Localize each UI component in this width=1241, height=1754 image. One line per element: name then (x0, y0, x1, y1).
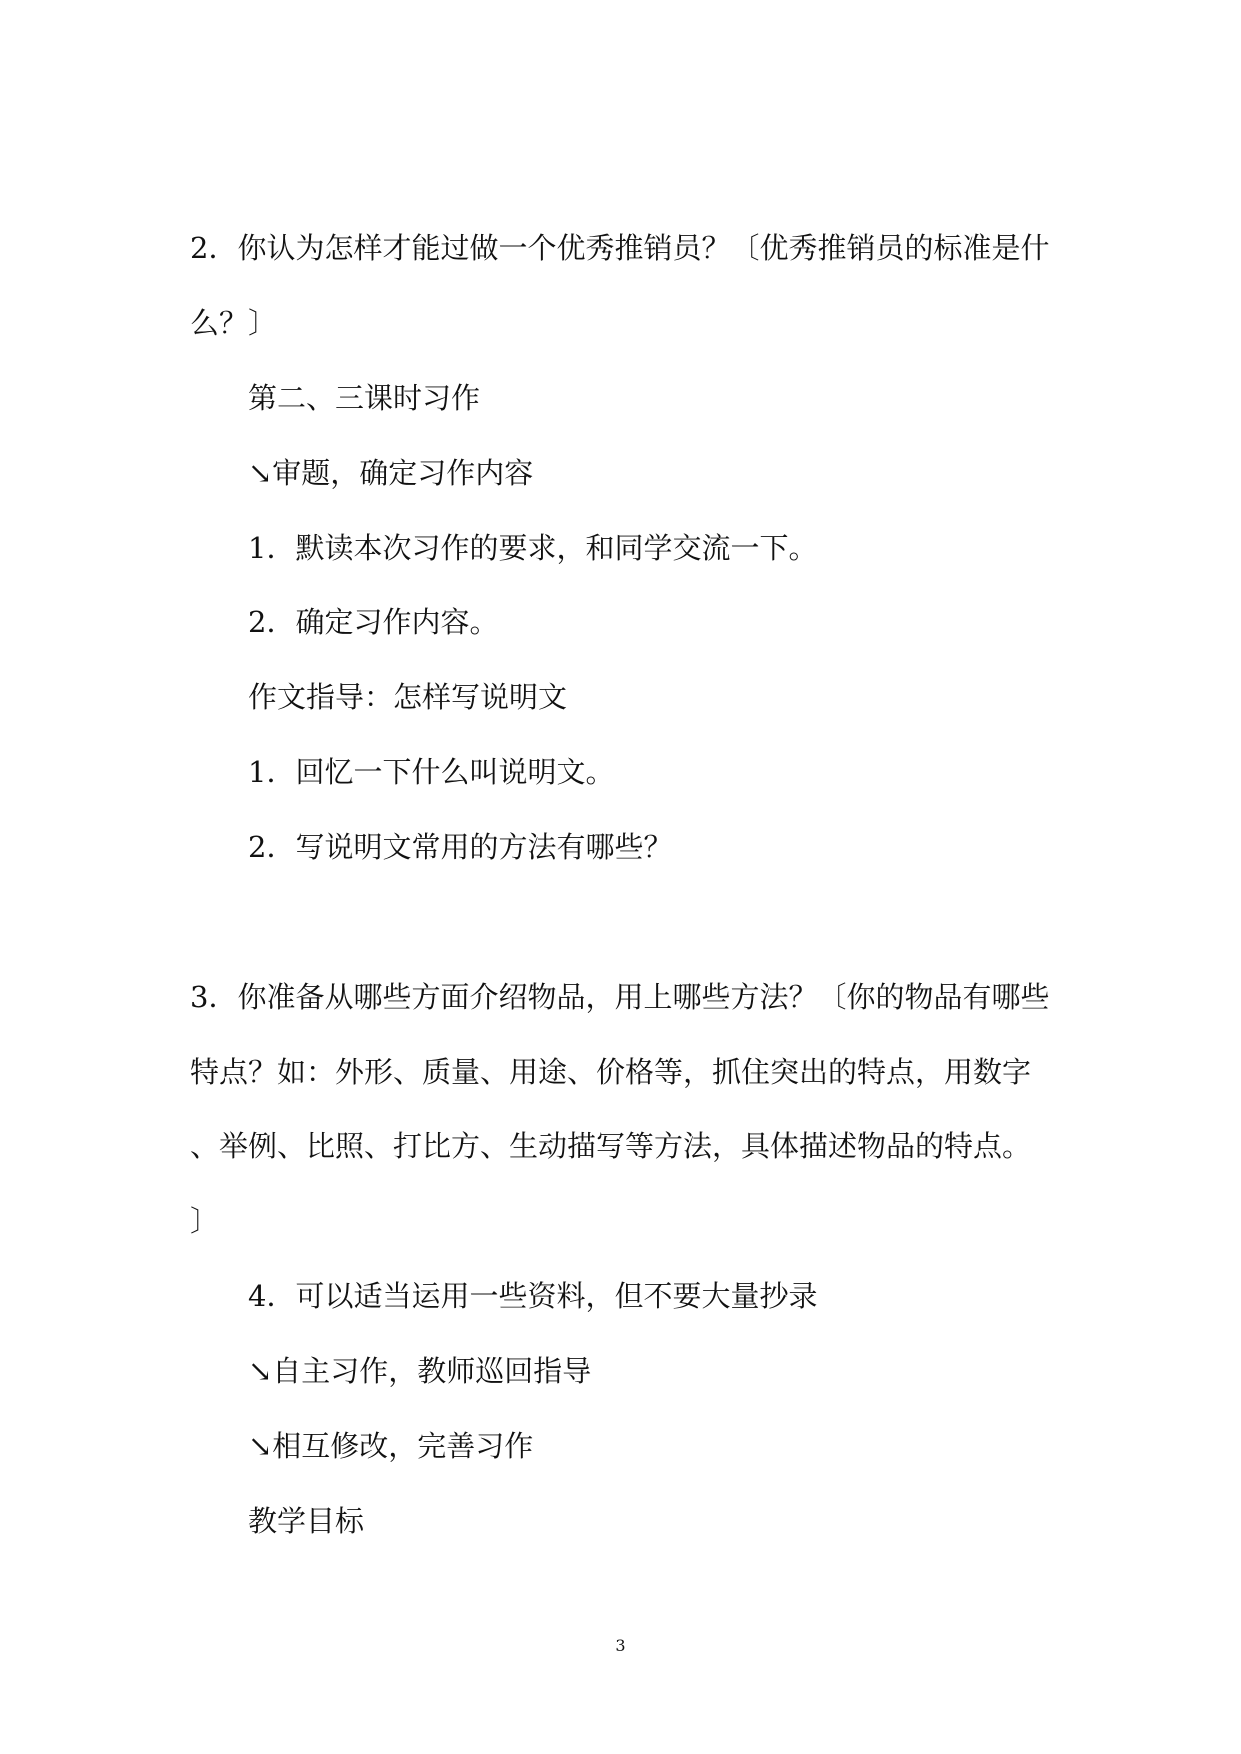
item-2-decide-content: 2．确定习作内容。 (248, 605, 499, 639)
item-1-recall-definition: 1．回忆一下什么叫说明文。 (248, 755, 615, 789)
teaching-objectives-heading: 教学目标 (248, 1504, 365, 1538)
question-3-line-4: 〕 (190, 1204, 220, 1238)
question-2-line-1: 2．你认为怎样才能过做一个优秀推销员？〔优秀推销员的标准是什 (190, 231, 1050, 265)
step-independent-writing: ↘自主习作，教师巡回指导 (248, 1354, 592, 1388)
item-1-read-requirements: 1．默读本次习作的要求，和同学交流一下。 (248, 531, 818, 565)
section-heading-lesson-2-3: 第二、三课时习作 (248, 381, 481, 415)
question-2-line-2: 么？〕 (190, 306, 278, 340)
item-2-common-methods: 2．写说明文常用的方法有哪些？ (248, 830, 673, 864)
page-number: 3 (615, 1636, 626, 1655)
item-4-use-materials: 4．可以适当运用一些资料，但不要大量抄录 (248, 1279, 818, 1313)
step-peer-revision: ↘相互修改，完善习作 (248, 1429, 534, 1463)
guidance-heading: 作文指导：怎样写说明文 (248, 680, 568, 714)
question-3-line-2: 特点？如：外形、质量、用途、价格等，抓住突出的特点，用数字 (190, 1055, 1032, 1089)
question-3-line-3: 、举例、比照、打比方、生动描写等方法，具体描述物品的特点。 (190, 1129, 1032, 1163)
step-review-topic: ↘审题，确定习作内容 (248, 456, 534, 490)
question-3-line-1: 3．你准备从哪些方面介绍物品，用上哪些方法？〔你的物品有哪些 (190, 980, 1050, 1014)
